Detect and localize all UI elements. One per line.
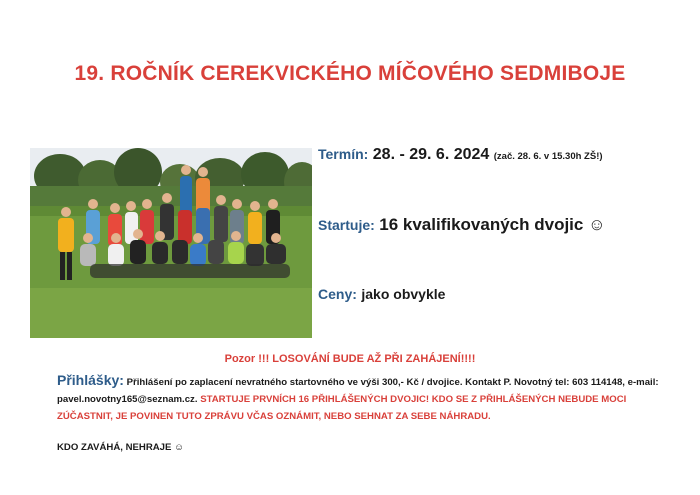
- pozor-notice: Pozor !!! LOSOVÁNÍ BUDE AŽ PŘI ZAHÁJENÍ!!!!: [224, 353, 476, 365]
- termin-label: Termín:: [318, 146, 369, 162]
- ceny-label: Ceny:: [318, 286, 357, 302]
- termin-value: 28. - 29. 6. 2024: [372, 146, 490, 163]
- startuje-label: Startuje:: [318, 217, 375, 233]
- startuje-value: 16 kvalifikovaných dvojic ☺: [379, 215, 606, 234]
- startuje-line: [318, 215, 605, 235]
- prihlasky-text: Přihlášení po zaplacení nevratného startovného ve výši 300,- Kč / dvojice. Kontakt P. Novotný tel: 603 114148, e-mail: pavel.novotny165@seznam.cz.: [57, 377, 659, 405]
- termin-note: (zač. 28. 6. v 15.30h ZŠ!): [493, 151, 603, 162]
- prihlasky-label: Přihlášky:: [57, 372, 124, 388]
- page-title: 19. ROČNÍK CEREKVICKÉHO MÍČOVÉHO SEDMIBOJE: [74, 62, 626, 85]
- team-photo: [30, 148, 312, 338]
- ceny-value: jako obvykle: [361, 286, 446, 302]
- prihlasky-block: [57, 372, 667, 425]
- prihlasky-warning: STARTUJE PRVNÍCH 16 PŘIHLÁŠENÝCH DVOJIC! KDO SE Z PŘIHLÁŠENÝCH NEBUDE MOCI ZÚČASTNIT, JE POVINEN TUTO ZPRÁVU VČAS OZNÁMIT, NEBO SEHNAT ZA SEBE NÁHRADU.: [57, 394, 627, 422]
- termin-line: [318, 146, 603, 164]
- ceny-line: [318, 286, 445, 304]
- closing-line: KDO ZAVÁHÁ, NEHRAJE ☺: [57, 442, 184, 453]
